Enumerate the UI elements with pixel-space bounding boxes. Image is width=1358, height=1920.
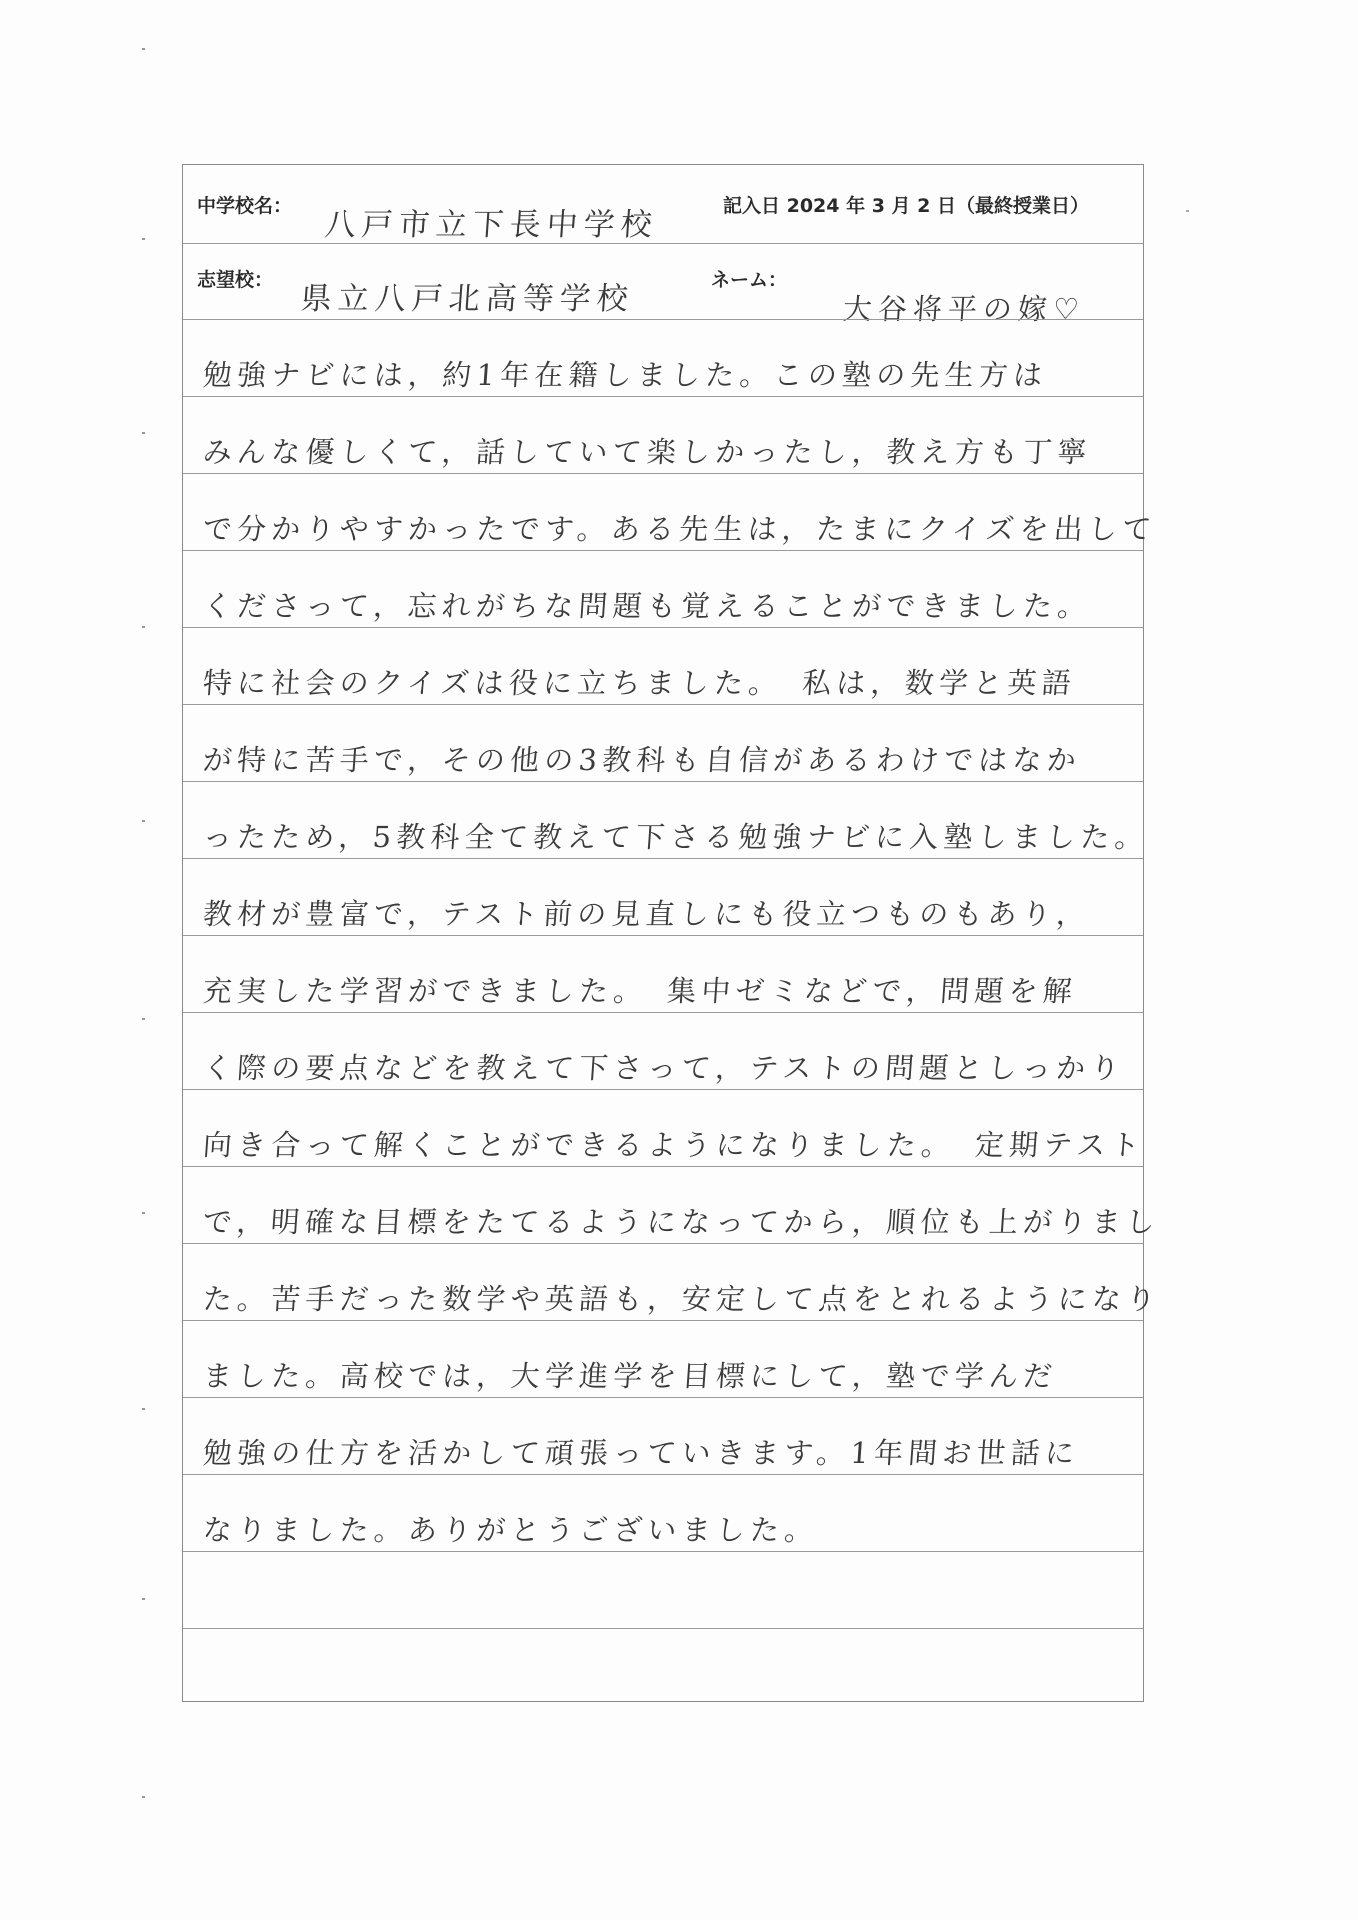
margin-mark	[142, 238, 145, 240]
essay-line: で，明確な目標をたてるようになってから，順位も上がりまし	[201, 1205, 1162, 1239]
essay-line: 特に社会のクイズは役に立ちました。 私は，数学と英語	[201, 666, 1078, 700]
ruled-line	[183, 1474, 1143, 1475]
essay-line: く際の要点などを教えて下さって，テストの問題としっかり	[201, 1051, 1126, 1085]
ruled-line	[183, 243, 1143, 244]
essay-line: 向き合って解くことができるようになりました。 定期テスト	[201, 1128, 1147, 1162]
ruled-line	[183, 781, 1143, 782]
essay-line: みんな優しくて，話していて楽しかったし，教え方も丁寧	[201, 435, 1093, 469]
ruled-line	[183, 704, 1143, 705]
margin-mark	[142, 1598, 145, 1600]
date-label: 記入日 2024 年 3 月 2 日（最終授業日）	[723, 195, 1090, 217]
essay-form	[182, 164, 1162, 1702]
margin-mark	[142, 626, 145, 628]
ruled-line	[183, 550, 1143, 551]
ruled-line	[183, 1320, 1143, 1321]
ruled-line	[183, 319, 1143, 320]
margin-mark	[142, 1018, 145, 1020]
margin-mark	[1186, 210, 1189, 212]
name-label: ネーム：	[711, 269, 788, 291]
essay-line: で分かりやすかったです。ある先生は，たまにクイズを出して	[201, 512, 1158, 546]
margin-mark	[142, 1796, 145, 1798]
target-school: 県立八戸北高等学校	[299, 281, 636, 317]
ruled-line	[183, 1166, 1143, 1167]
margin-mark	[142, 820, 145, 822]
margin-mark	[142, 48, 145, 50]
essay-line: が特に苦手で，その他の3教科も自信があるわけではなか	[201, 743, 1083, 777]
essay-line: 勉強の仕方を活かして頑張っていきます。1年間お世話に	[201, 1436, 1081, 1470]
essay-line: なりました。ありがとうございました。	[201, 1513, 820, 1547]
essay-line: た。苦手だった数学や英語も，安定して点をとれるようになり	[201, 1282, 1162, 1316]
margin-mark	[142, 1408, 145, 1410]
school-label: 中学校名：	[197, 195, 293, 217]
essay-line: ました。高校では，大学進学を目標にして，塾で学んだ	[201, 1359, 1059, 1393]
ruled-line	[183, 1397, 1143, 1398]
ruled-line	[183, 935, 1143, 936]
ruled-line	[183, 1551, 1143, 1552]
target-school-label: 志望校：	[197, 269, 274, 291]
ruled-line	[183, 396, 1143, 397]
essay-line: 勉強ナビには，約1年在籍しました。この塾の先生方は	[201, 358, 1049, 392]
essay-line: 充実した学習ができました。 集中ゼミなどで，問題を解	[201, 974, 1079, 1008]
essay-line: ったため，5教科全て教えて下さる勉強ナビに入塾しました。	[201, 820, 1150, 854]
essay-line: くださって，忘れがちな問題も覚えることができました。	[201, 589, 1093, 623]
ruled-line	[183, 1089, 1143, 1090]
margin-mark	[142, 1212, 145, 1214]
pen-name: 大谷将平の嫁♡	[841, 292, 1087, 326]
ruled-line	[183, 1243, 1143, 1244]
ruled-line	[183, 1628, 1143, 1629]
ruled-line	[183, 1012, 1143, 1013]
school-name: 八戸市立下長中学校	[323, 207, 660, 243]
margin-mark	[142, 432, 145, 434]
ruled-line	[183, 473, 1143, 474]
ruled-line	[183, 627, 1143, 628]
ruled-line	[183, 858, 1143, 859]
essay-line: 教材が豊富で，テスト前の見直しにも役立つものもあり，	[201, 897, 1092, 931]
